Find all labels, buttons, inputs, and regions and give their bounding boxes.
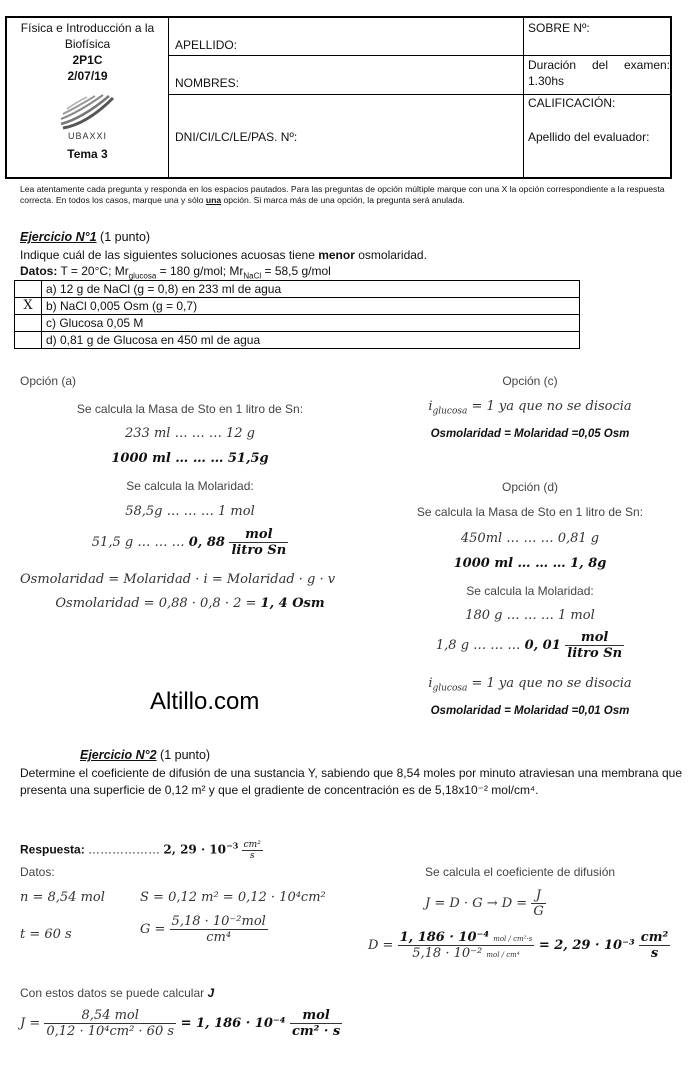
instructions: Lea atentamente cada pregunta y responda en los espacios pautados. Para las preguntas de opción múltiple marque con una X la opción correspondiente a la respuesta correcta. En todos los casos, marque una y sólo una opción. Si marca más de una opción, la pregunta será anulada. bbox=[20, 184, 665, 205]
solution-d-title: Opción (d) bbox=[501, 480, 559, 494]
sobre-field[interactable]: SOBRE Nº: bbox=[528, 21, 590, 35]
solution-d-equation: $i_{glucosa} = 1$ ya que no se disocia bbox=[428, 676, 632, 694]
answer-line: Respuesta: ……………… 2, $29 \cdot 10^{-3}$ $\frac{\text{cm²}}{s}$ bbox=[20, 840, 261, 861]
flux-equation: J = $\frac{\text{8,54 mol}}{\text{0,12 · 10⁴cm² · 60 s}}$ = 1, 186 · 10⁻⁴ $\frac{\text{mol}}{\text{cm² · s}}$ bbox=[20, 1008, 341, 1039]
options-table bbox=[14, 280, 580, 349]
option-mark[interactable] bbox=[15, 332, 42, 349]
exam-date: 2/07/19 bbox=[67, 69, 108, 83]
option-row[interactable] bbox=[15, 298, 580, 315]
header-divider bbox=[523, 18, 524, 177]
watermark: Altillo.com bbox=[150, 688, 260, 715]
course-name: Biofísica bbox=[64, 37, 111, 51]
solution-c-result: Osmolaridad = Molaridad =0,05 Osm bbox=[430, 428, 630, 440]
evaluador-field[interactable]: Apellido del evaluador: bbox=[528, 130, 650, 144]
exercise-1-question: Indique cuál de las siguientes soluciones acuosas tiene menor osmolaridad. bbox=[20, 248, 427, 262]
solution-d-result: Osmolaridad = Molaridad =0,01 Osm bbox=[430, 705, 630, 717]
flux-intro: Con estos datos se puede calcular J bbox=[20, 986, 215, 1000]
option-text: c) Glucosa 0,05 M bbox=[42, 315, 580, 332]
ubaxxi-logo-icon bbox=[57, 94, 119, 132]
solution-c-title: Opción (c) bbox=[502, 374, 558, 388]
solution-a-equation: 51,5 g … … … 0, 88 $\frac{\text{mol}}{\text{litro Sn}}$ bbox=[91, 527, 287, 558]
option-row[interactable] bbox=[15, 315, 580, 332]
solution-d-equation: 450ml … … … 0,81 g bbox=[460, 531, 600, 546]
solution-a-equation: Osmolaridad = 0,88 · 0,8 · 2 = 1, 4 Osm bbox=[55, 596, 325, 611]
option-text: b) NaCl 0,005 Osm (g = 0,7) bbox=[42, 298, 580, 315]
logo-text: UBAXXI bbox=[67, 131, 107, 141]
exercise-1-title: Ejercicio N°1 (1 punto) bbox=[20, 230, 151, 244]
solution-a-equation: Osmolaridad = Molaridad · i = Molaridad · g · v bbox=[20, 572, 336, 587]
course-name: Física e Introducción a la bbox=[20, 21, 155, 35]
option-mark[interactable]: X bbox=[15, 298, 42, 315]
course-info bbox=[7, 20, 168, 84]
header-divider bbox=[168, 55, 523, 56]
tema-label: Tema 3 bbox=[67, 147, 108, 161]
solution-a-title: Opción (a) bbox=[20, 374, 77, 388]
calificacion-field[interactable]: CALIFICACIÓN: bbox=[528, 96, 616, 110]
data-n: n = 8,54 mol bbox=[20, 890, 105, 905]
data-g: G = $\frac{\text{5,18 · 10⁻²mol}}{\text{cm⁴}}$ bbox=[140, 914, 266, 945]
solution-a-equation: 1000 ml … … … 51,5g bbox=[111, 451, 269, 466]
solution-a-equation: 58,5g … … … 1 mol bbox=[125, 504, 255, 519]
solution-d-step: Se calcula la Masa de Sto en 1 litro de Sn: bbox=[416, 505, 644, 519]
duration-label: Duración del examen: 1.30hs bbox=[528, 58, 670, 88]
solution-a-step: Se calcula la Molaridad: bbox=[126, 479, 254, 493]
diffusion-result: D = $\frac{\text{1, 186 · 10⁻⁴ mol / cm²·s}}{\text{5,18 · 10⁻² mol / cm⁴}}$ = 2, 29 · 10⁻³ $\frac{\text{cm²}}{s}$ bbox=[368, 930, 669, 961]
exam-header bbox=[5, 16, 672, 179]
nombres-field[interactable]: NOMBRES: bbox=[175, 76, 240, 90]
solution-a-equation: 233 ml … … … 12 g bbox=[125, 426, 255, 441]
diffusion-step: Se calcula el coeficiente de difusión bbox=[424, 865, 616, 879]
exercise-1-data: Datos: T = 20°C; $Mr_{glucosa} = 180$ g/mol; $Mr_{NaCl} = 58,5$ g/mol bbox=[20, 264, 331, 281]
data-label: Datos: bbox=[20, 865, 55, 879]
header-divider bbox=[168, 18, 169, 177]
solution-d-step: Se calcula la Molaridad: bbox=[466, 584, 594, 598]
header-divider bbox=[523, 55, 672, 56]
option-row[interactable] bbox=[15, 332, 580, 349]
option-text: d) 0,81 g de Glucosa en 450 ml de agua bbox=[42, 332, 580, 349]
header-divider bbox=[168, 94, 672, 95]
exercise-2-title: Ejercicio N°2 (1 punto) bbox=[80, 748, 211, 762]
solution-a-step: Se calcula la Masa de Sto en 1 litro de Sn: bbox=[76, 402, 304, 416]
data-t: t = 60 s bbox=[20, 927, 72, 942]
option-text: a) 12 g de NaCl (g = 0,8) en 233 ml de agua bbox=[42, 281, 580, 298]
option-mark[interactable] bbox=[15, 315, 42, 332]
data-s: S = 0,12 m² = 0,12 · 10⁴cm² bbox=[140, 890, 326, 905]
exercise-2-question: Determine el coeficiente de difusión de una sustancia Y, sabiendo que 8,54 moles por minuto atraviesan una membrana que presenta una superficie de 0,12 m² y que el gradiente de concentración es de 5,18x10⁻² mol/cm⁴. bbox=[20, 766, 682, 797]
diffusion-equation: J = D · G → D = $\frac{J}{G}$ bbox=[425, 888, 544, 919]
solution-c-equation: $i_{glucosa} = 1$ ya que no se disocia bbox=[428, 399, 632, 417]
solution-d-equation: 180 g … … … 1 mol bbox=[465, 608, 595, 623]
option-row[interactable] bbox=[15, 281, 580, 298]
solution-d-equation: 1,8 g … … … 0, 01 $\frac{\text{mol}}{\text{litro Sn}}$ bbox=[435, 630, 623, 661]
dni-field[interactable]: DNI/CI/LC/LE/PAS. Nº: bbox=[175, 130, 298, 144]
exam-code: 2P1C bbox=[72, 53, 103, 67]
option-mark[interactable] bbox=[15, 281, 42, 298]
apellido-field[interactable]: APELLIDO: bbox=[175, 38, 238, 52]
solution-d-equation: 1000 ml … … … 1, 8g bbox=[453, 556, 607, 571]
